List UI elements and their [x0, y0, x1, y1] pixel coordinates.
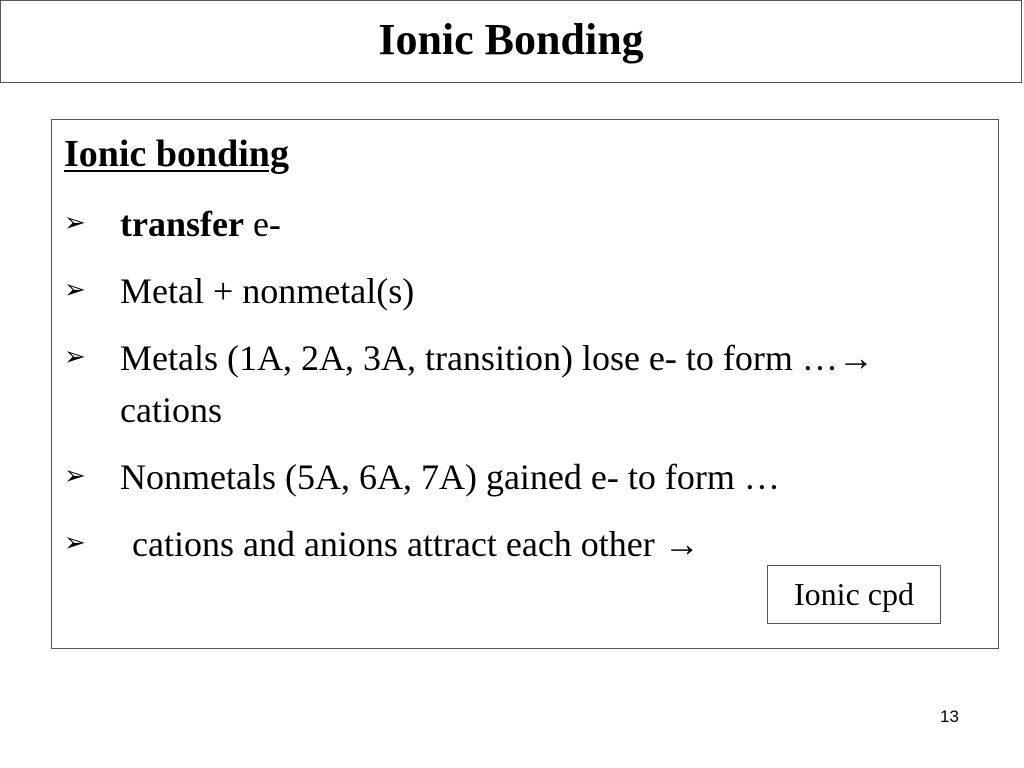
bullet-text: cations and anions attract each other →	[132, 524, 700, 564]
arrowhead-bullet-icon	[64, 332, 120, 383]
bullet-item-transfer	[64, 198, 978, 250]
bullet-rest: e-	[243, 204, 281, 244]
section-heading: Ionic bonding	[64, 133, 289, 175]
bullet-list	[64, 198, 978, 585]
bullet-item-nonmetals	[64, 451, 978, 503]
arrowhead-bullet-icon	[64, 518, 120, 569]
bullet-text: Nonmetals (5A, 6A, 7A) gained e- to form …	[120, 457, 780, 497]
bullet-text: Metal + nonmetal(s)	[120, 271, 415, 311]
arrowhead-bullet-icon	[64, 198, 120, 249]
bullet-item-attract	[64, 518, 978, 570]
bullet-text: Metals (1A, 2A, 3A, transition) lose e- to form …→ cations	[120, 338, 874, 430]
bullet-item-metals	[64, 332, 978, 436]
arrowhead-bullet-icon	[64, 451, 120, 502]
arrowhead-bullet-icon	[64, 265, 120, 316]
ionic-compound-box: Ionic cpd	[767, 565, 941, 624]
bullet-text	[120, 198, 978, 250]
slide-title: Ionic Bonding	[378, 14, 644, 64]
bullet-item-metal-nonmetal	[64, 265, 978, 317]
slide-title-box	[0, 0, 1022, 83]
page-number: 13	[940, 707, 959, 726]
bold-term: transfer	[120, 204, 244, 244]
